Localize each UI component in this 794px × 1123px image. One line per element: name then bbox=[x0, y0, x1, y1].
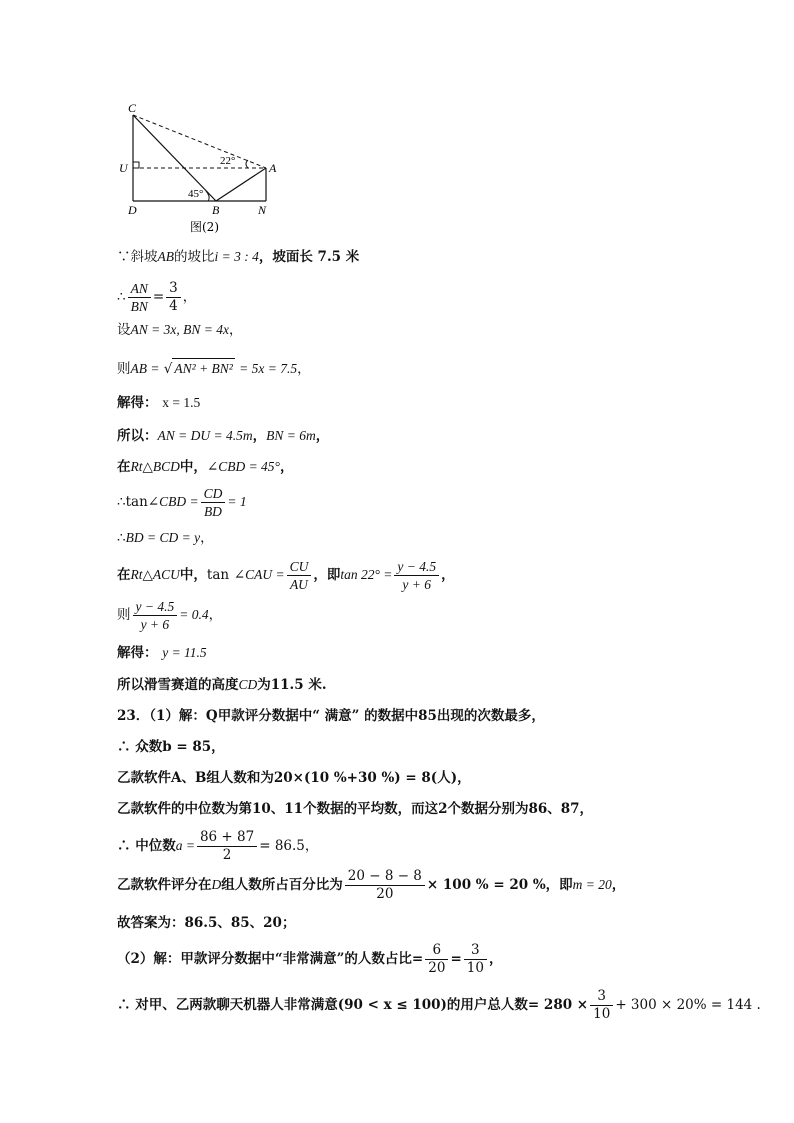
q22-line-3: 设AN = 3x, BN = 4x， bbox=[117, 322, 243, 338]
q23-line-8: （2）解：甲款评分数据中“非常满意”的人数占比= $\frac{6}{20}$ = $\frac{3}{10}$ ， bbox=[117, 942, 503, 976]
q22-line-8: ∴tan∠CBD = $\frac{CD}{BD}$ = 1 bbox=[117, 486, 247, 519]
triangle-diagram bbox=[110, 98, 290, 238]
q23-line-2: ∴ 众数b = 85， bbox=[117, 739, 225, 755]
q22-line-11: 则 $\frac{y - 4.5}{y + 6}$ = 0.4， bbox=[117, 599, 223, 632]
label-c: C bbox=[128, 101, 137, 115]
q23-line-3: 乙款软件A、B组人数和为20×(10 %+30 %) = 8(人)， bbox=[117, 770, 471, 786]
label-b: B bbox=[212, 203, 220, 217]
label-n: N bbox=[258, 203, 267, 217]
q22-line-13: 所以滑雪赛道的高度CD为11.5 米. bbox=[117, 677, 327, 693]
q22-line-9: ∴BD = CD = y， bbox=[117, 530, 214, 546]
q22-line-5: 解得： x = 1.5 bbox=[117, 395, 201, 411]
q22-line-4: 则AB = √ AN² + BN² = 5x = 7.5， bbox=[117, 358, 311, 379]
q23-line-5: ∴ 中位数a = $\frac{86 + 87}{2}$ = 86.5， bbox=[117, 829, 319, 863]
q22-line-10: 在Rt△ACU中，tan ∠CAU = $\frac{CU}{AU}$ ，即tan 22° = $\frac{y - 4.5}{y + 6}$ ， bbox=[117, 559, 455, 592]
angle-45-label: 45° bbox=[188, 188, 204, 200]
q22-line-12: 解得： y = 11.5 bbox=[117, 645, 207, 661]
figure-caption: 图(2) bbox=[190, 220, 219, 234]
q22-line-1: ∵斜坡AB的坡比i = 3 : 4，坡面长 7.5 米 bbox=[117, 249, 360, 265]
label-a: A bbox=[269, 161, 277, 175]
q22-line-7: 在Rt△BCD中，∠CBD = 45°， bbox=[117, 459, 294, 475]
q22-line-2: ∴ $\frac{AN}{BN}$ = $\frac{3}{4}$ ， bbox=[117, 280, 197, 314]
label-d: D bbox=[128, 203, 137, 217]
q23-line-6: 乙款软件评分在D组人数所占百分比为 $\frac{20 - 8 - 8}{20}$ × 100 % = 20 %，即m = 20， bbox=[117, 868, 626, 902]
q23-line-9: ∴ 对甲、乙两款聊天机器人非常满意(90 < x ≤ 100)的用户总人数= 280 × $\frac{3}{10}$ + 300 × 20% = 144 . bbox=[117, 988, 761, 1022]
q23-line-1: 23．（1）解：Q甲款评分数据中“ 满意” 的数据中85出现的次数最多， bbox=[117, 708, 545, 724]
label-u: U bbox=[119, 161, 128, 175]
q23-line-4: 乙款软件的中位数为第10、11个数据的平均数，而这2个数据分别为86、87， bbox=[117, 801, 594, 817]
geometry-figure bbox=[110, 98, 290, 238]
q22-line-6: 所以：AN = DU = 4.5m，BN = 6m， bbox=[117, 428, 330, 444]
q23-line-7: 故答案为：86.5、85、20； bbox=[117, 915, 296, 931]
angle-22-label: 22° bbox=[220, 155, 236, 167]
